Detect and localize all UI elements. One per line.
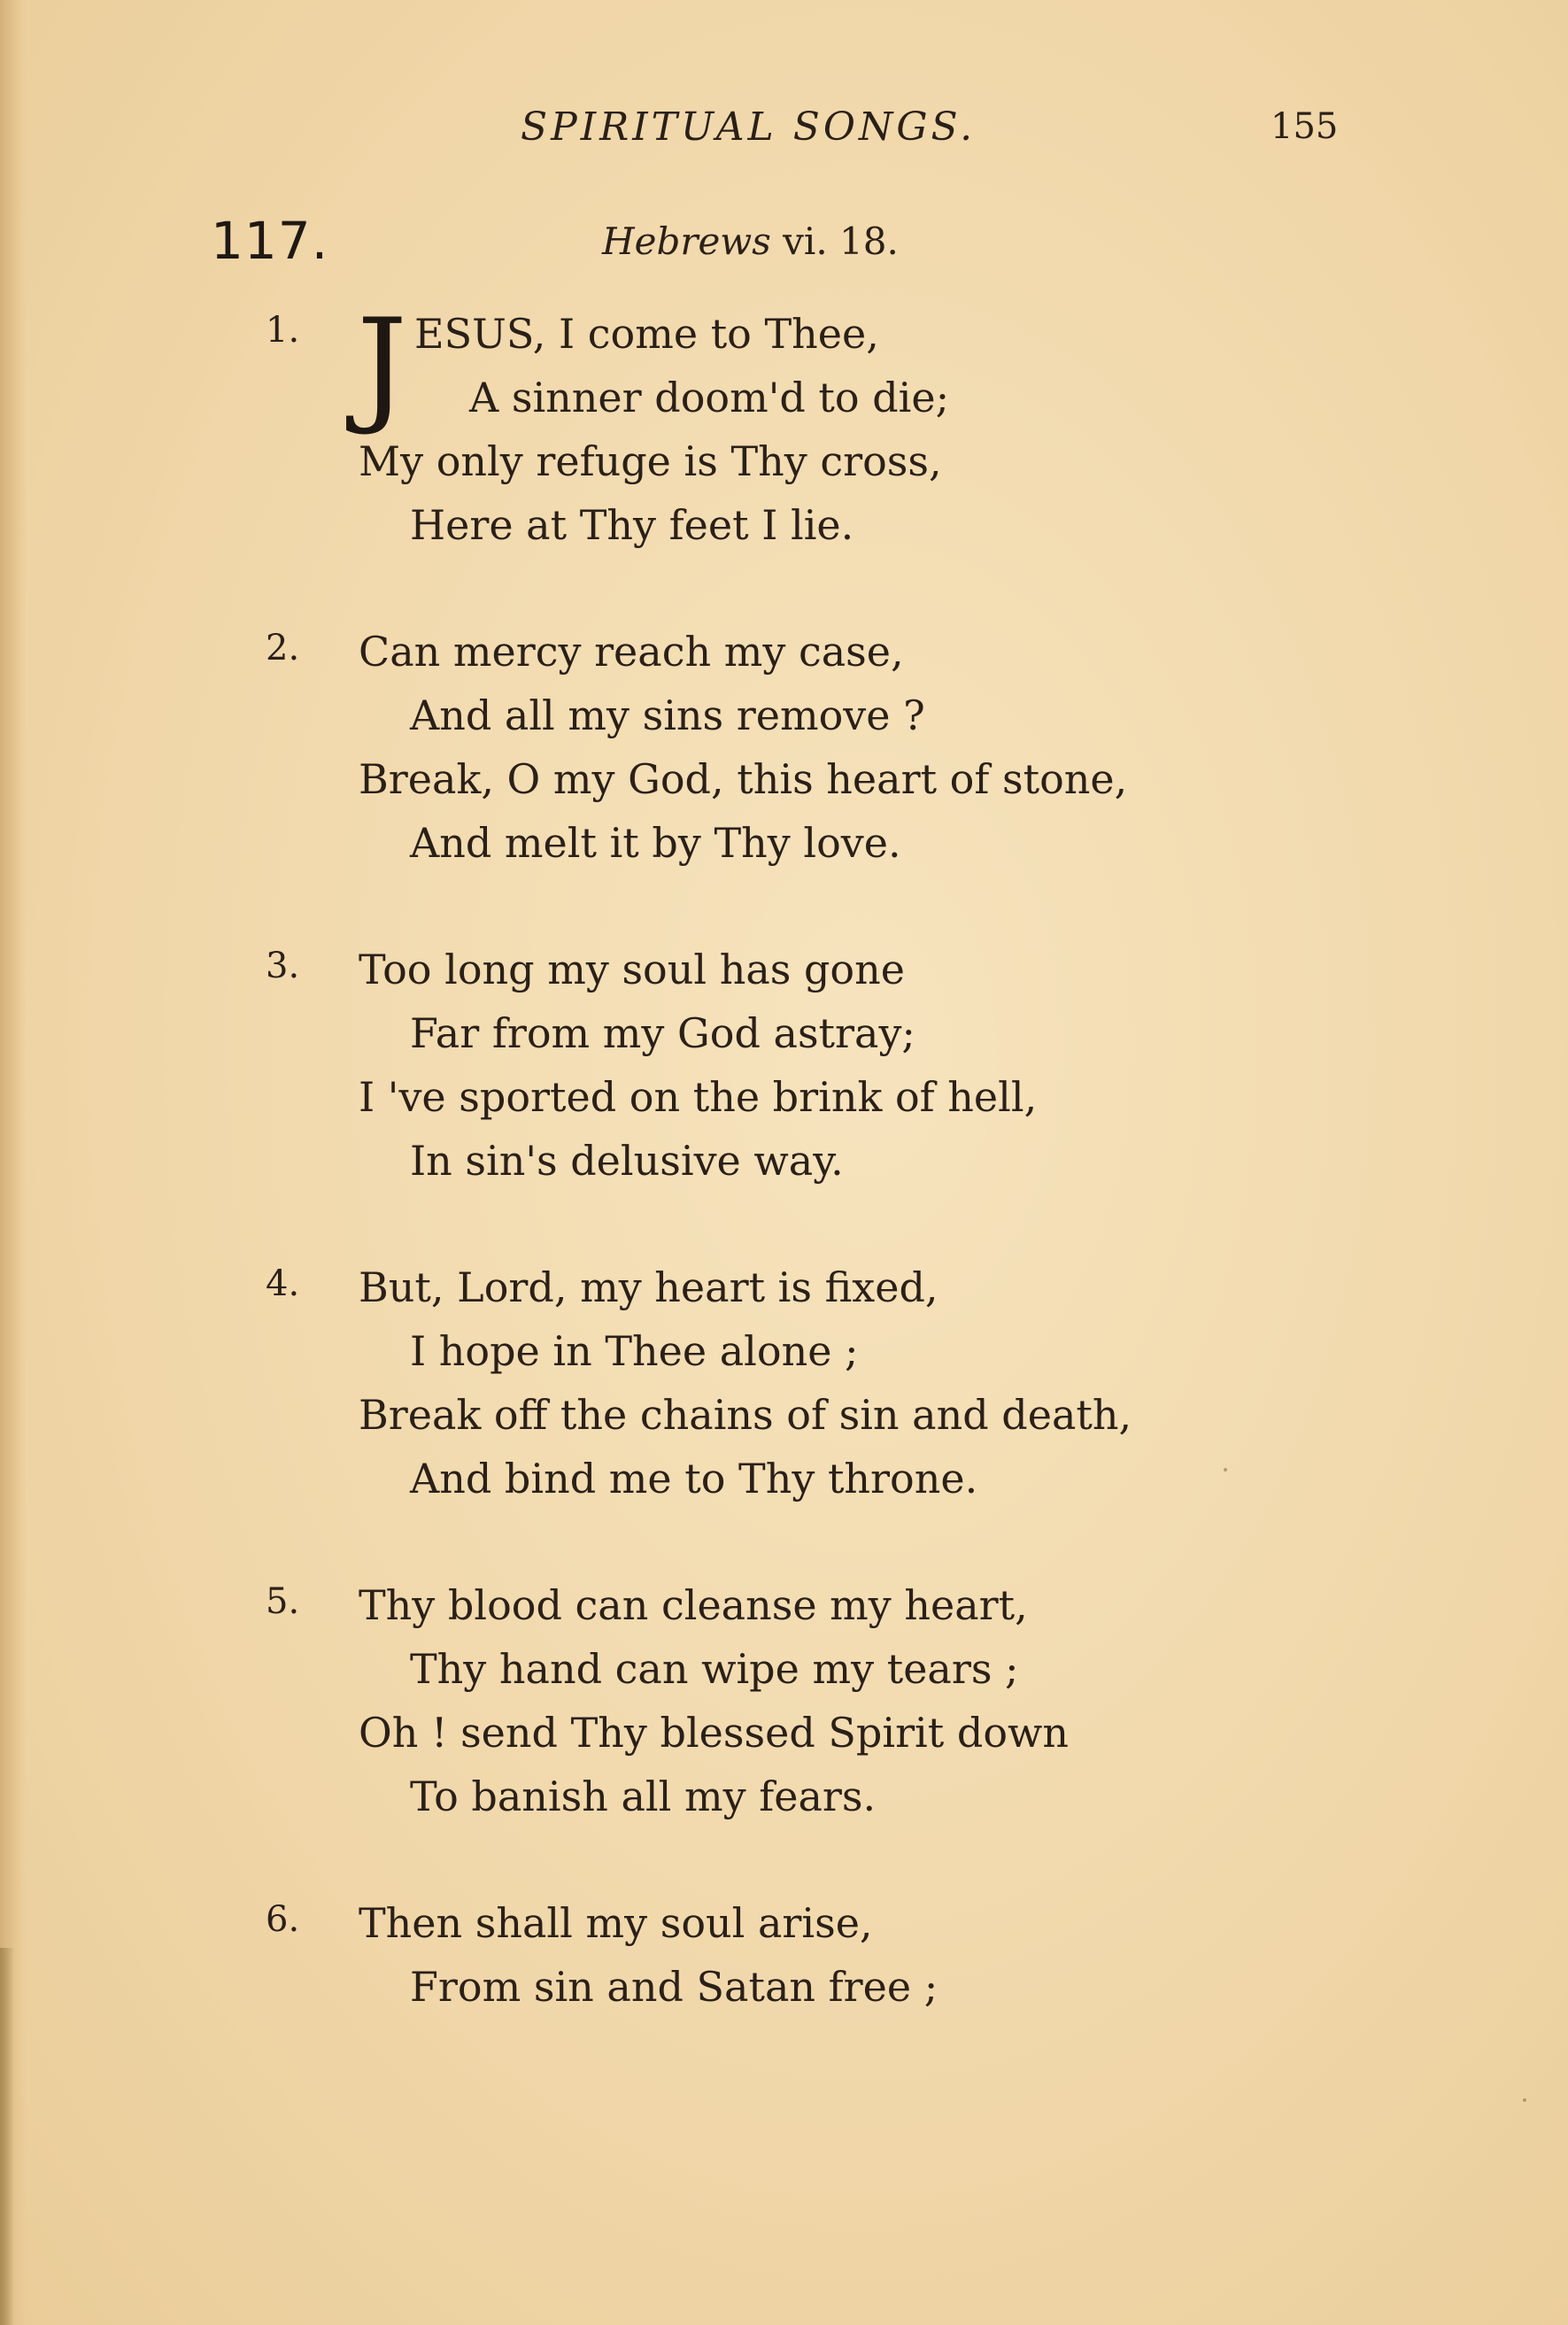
verse-line: Thy hand can wipe my tears ; (410, 1645, 1019, 1693)
verse-line: Break off the chains of sin and death, (359, 1391, 1132, 1439)
page-number: 155 (1271, 106, 1339, 147)
verse-line: Oh ! send Thy blessed Spirit down (359, 1709, 1070, 1757)
paper-speck (1523, 2098, 1526, 2102)
verse-line: And bind me to Thy throne. (410, 1455, 978, 1502)
scripture-book: Hebrews (602, 220, 771, 263)
running-head: SPIRITUAL SONGS. (521, 104, 977, 150)
verse-line: And all my sins remove ? (410, 691, 925, 739)
verse-line: But, Lord, my heart is fixed, (359, 1263, 938, 1311)
verse-number: 5. (266, 1581, 300, 1622)
verse-line: In sin's delusive way. (410, 1137, 844, 1185)
verse-line: ESUS, I come to Thee, (414, 310, 879, 358)
verse-line: Then shall my soul arise, (359, 1899, 873, 1947)
verse-number: 3. (266, 946, 300, 986)
verse-line: I hope in Thee alone ; (410, 1327, 859, 1375)
verse-number: 1. (266, 310, 300, 351)
scripture-reference (602, 220, 899, 263)
verse-number: 4. (266, 1263, 300, 1304)
verse-line: To banish all my fears. (410, 1773, 877, 1820)
verse-line: Can mercy reach my case, (359, 628, 904, 676)
hymn-number: 117. (211, 211, 329, 271)
verse-line: Too long my soul has gone (359, 946, 905, 993)
verse-line: And melt it by Thy love. (410, 819, 901, 867)
verse-line: Thy blood can cleanse my heart, (359, 1581, 1028, 1629)
verse-number: 6. (266, 1899, 300, 1940)
page-edge-stain (0, 1948, 14, 2325)
verse-line: My only refuge is Thy cross, (359, 437, 942, 485)
verse-line: Break, O my God, this heart of stone, (359, 755, 1128, 803)
verse-line: Here at Thy feet I lie. (410, 501, 854, 549)
verse-line: I 've sported on the brink of hell, (359, 1073, 1038, 1121)
verse-line: A sinner doom'd to die; (469, 374, 950, 421)
scripture-chapter-verse: vi. 18. (770, 220, 899, 263)
verse-line: From sin and Satan free ; (410, 1963, 938, 2011)
drop-cap: J (357, 292, 407, 438)
verse-line: Far from my God astray; (410, 1009, 915, 1057)
verse-number: 2. (266, 628, 300, 668)
paper-speck (1224, 1468, 1227, 1471)
